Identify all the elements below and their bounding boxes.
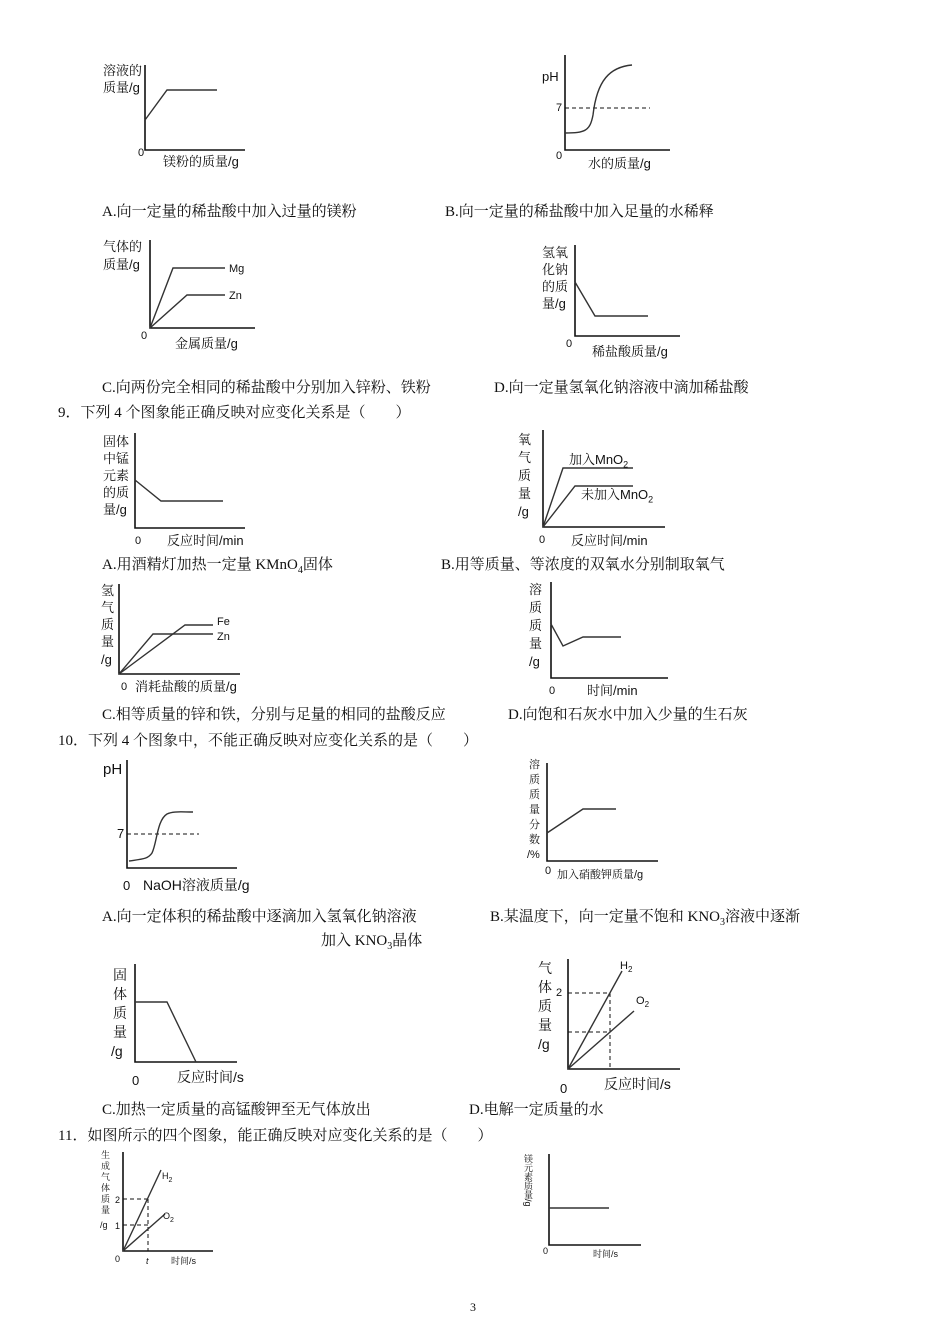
xlabel: 时间/s <box>593 1249 619 1259</box>
graph-q10-d <box>530 955 690 1100</box>
ylabel-line-4: 量 <box>113 1024 127 1040</box>
h2-label <box>162 1170 172 1187</box>
ylabel-line-1: 氢 <box>101 583 115 598</box>
graph-q10-c <box>95 962 275 1092</box>
caption-suffix: 固体 <box>302 557 333 573</box>
ylabel-line-5: 质 <box>101 1194 111 1204</box>
series-text: O <box>163 1211 171 1221</box>
graph-q8-d <box>540 240 700 370</box>
q10-option-a: A.向一定体积的稀盐酸中逐滴加入氢氧化钠溶液 <box>102 909 417 925</box>
tick-7: 7 <box>117 826 125 841</box>
ylabel-line-1: 气 <box>538 960 552 976</box>
origin-label: 0 <box>543 1246 549 1256</box>
ylabel: pH <box>542 69 559 84</box>
graph-q8-c <box>95 235 275 365</box>
q10-stem: 10．下列 4 个图象中，不能正确反映对应变化关系的是（ ） <box>58 733 479 749</box>
ylabel-line-2: 气 <box>518 450 532 465</box>
ylabel-line-6: 数 <box>529 834 540 846</box>
graph-q9-a <box>95 428 275 553</box>
ylabel-line-5: 量/g <box>103 502 127 517</box>
xlabel: 反应时间/min <box>167 533 244 548</box>
tick-7: 7 <box>556 102 563 114</box>
graph-q9-b <box>515 428 685 553</box>
q10-option-d: D.电解一定质量的水 <box>469 1102 604 1118</box>
ylabel-line-7: /% <box>527 849 540 861</box>
ylabel-line-4: 量 <box>518 486 532 501</box>
caption-subscript: 3 <box>387 941 393 952</box>
page-number: 3 <box>470 1300 476 1314</box>
ylabel-line-3: 气 <box>101 1172 111 1182</box>
q8-option-d: D.向一定量氢氧化钠溶液中滴加稀盐酸 <box>494 380 749 396</box>
caption-suffix: 溶液中逐渐 <box>725 909 801 925</box>
series-mg-label: Mg <box>229 263 245 275</box>
ylabel-line-2: 化钠 <box>542 262 569 277</box>
origin-label: 0 <box>556 150 563 162</box>
q9-option-a <box>102 556 333 580</box>
series-zn-label: Zn <box>229 290 242 302</box>
ylabel-line-2: 成 <box>101 1161 111 1171</box>
series-text: 未加入MnO <box>581 487 649 502</box>
h2-label <box>620 960 632 976</box>
caption-text: B.某温度下，向一定量不饱和 KNO <box>490 909 721 925</box>
ylabel-line-4: 量 <box>538 1017 552 1033</box>
tick-2: 2 <box>556 987 563 999</box>
ylabel-line-2: 中锰 <box>103 451 130 466</box>
caption-subscript: 4 <box>297 565 303 576</box>
tick-t: t <box>146 1256 149 1266</box>
ylabel-line-1: 生 <box>101 1150 111 1160</box>
ylabel-line-3: 质 <box>538 998 552 1014</box>
ylabel: 镁元素质量/g <box>523 1154 533 1207</box>
origin-label: 0 <box>560 1081 568 1096</box>
q11-stem: 11．如图所示的四个图象，能正确反映对应变化关系的是（ ） <box>58 1128 493 1144</box>
tick-2: 2 <box>115 1195 121 1205</box>
xlabel: 镁粉的质量/g <box>163 154 239 169</box>
ylabel-line-1: 溶液的 <box>103 63 143 78</box>
series-text: O <box>636 995 645 1007</box>
series-text: H <box>162 1171 169 1181</box>
graph-q10-a <box>95 758 285 898</box>
series-text: H <box>620 960 628 972</box>
origin-label: 0 <box>123 878 131 893</box>
ylabel-line-2: 质量/g <box>103 80 140 95</box>
graph-q10-b <box>525 755 675 885</box>
series-with-mno2-label <box>569 452 628 473</box>
origin-label: 0 <box>549 685 556 697</box>
series-fe-label: Fe <box>217 616 230 628</box>
q8-option-c: C.向两份完全相同的稀盐酸中分别加入锌粉、铁粉 <box>102 380 431 396</box>
ylabel-line-1: 溶 <box>529 582 543 597</box>
xlabel: 金属质量/g <box>175 336 238 351</box>
graph-q11-b <box>515 1150 645 1265</box>
origin-label: 0 <box>115 1254 121 1264</box>
ylabel-line-3: 质 <box>113 1005 127 1021</box>
ylabel-line-2: 体 <box>538 979 552 995</box>
ylabel-line-3: 元素 <box>103 468 130 483</box>
caption-text: 加入 KNO <box>321 933 388 949</box>
series-zn-label: Zn <box>217 631 230 643</box>
ylabel-line-3: 质 <box>529 618 543 633</box>
xlabel: 稀盐酸质量/g <box>592 344 668 359</box>
ylabel-line-1: 氧 <box>518 432 532 447</box>
graph-q9-d <box>515 580 685 705</box>
ylabel-line-3: 质 <box>518 468 532 483</box>
q8-option-b: B.向一定量的稀盐酸中加入足量的水稀释 <box>445 204 714 220</box>
o2-label <box>636 995 649 1011</box>
graph-q8-b <box>540 55 700 180</box>
xlabel: 反应时间/s <box>604 1076 671 1092</box>
ylabel-line-2: 质量/g <box>103 257 140 272</box>
q10-option-c: C.加热一定质量的高锰酸钾至无气体放出 <box>102 1102 371 1118</box>
ylabel-line-1: 固体 <box>103 434 130 449</box>
ylabel-line-5: /g <box>111 1043 123 1059</box>
q10-option-b-line2 <box>321 932 422 956</box>
ylabel-line-3: 的质 <box>542 279 569 294</box>
series-subscript: 2 <box>623 459 629 470</box>
origin-label: 0 <box>132 1073 140 1088</box>
ylabel-line-4: 量 <box>529 636 543 651</box>
origin-label: 0 <box>138 147 145 159</box>
ylabel-line-3: 质 <box>529 789 540 801</box>
series-text: 加入MnO <box>569 452 624 467</box>
q9-option-b: B.用等质量、等浓度的双氧水分别制取氧气 <box>441 557 725 573</box>
q10-option-b <box>490 908 800 932</box>
q9-option-d: D.向饱和石灰水中加入少量的生石灰 <box>508 707 748 723</box>
ylabel-line-1: 气体的 <box>103 239 143 254</box>
series-subscript: 2 <box>644 1000 650 1010</box>
graph-q8-a <box>95 55 255 175</box>
series-without-mno2-label <box>581 487 653 508</box>
xlabel: 加入硝酸钾质量/g <box>557 869 644 881</box>
ylabel-line-7: /g <box>100 1220 108 1230</box>
q8-option-a: A.向一定量的稀盐酸中加入过量的镁粉 <box>102 204 357 220</box>
xlabel: 消耗盐酸的质量/g <box>135 679 237 694</box>
ylabel-line-1: 固 <box>113 967 127 983</box>
caption-subscript: 3 <box>720 917 726 928</box>
q9-option-c: C.相等质量的锌和铁，分别与足量的相同的盐酸反应 <box>102 707 446 723</box>
ylabel-line-2: 质 <box>529 774 540 786</box>
ylabel-line-4: 量 <box>101 634 115 649</box>
ylabel-line-5: /g <box>529 654 540 669</box>
series-subscript: 2 <box>627 965 633 975</box>
series-subscript: 2 <box>648 494 654 505</box>
series-subscript: 2 <box>168 1176 173 1184</box>
ylabel-line-5: /g <box>518 504 529 519</box>
ylabel-line-4: 量/g <box>542 296 566 311</box>
xlabel: 时间/min <box>587 683 638 698</box>
origin-label: 0 <box>141 330 148 342</box>
ylabel-line-5: 分 <box>529 819 540 831</box>
xlabel: 时间/s <box>171 1256 197 1266</box>
graph-q9-c <box>95 580 275 700</box>
caption-text: A.用酒精灯加热一定量 KMnO <box>102 557 298 573</box>
graph-q11-b-plot <box>515 1150 645 1265</box>
caption-suffix: 晶体 <box>392 933 423 949</box>
ylabel-line-2: 气 <box>101 600 115 615</box>
ylabel-line-5: /g <box>538 1036 550 1052</box>
ylabel-line-4: 体 <box>101 1183 111 1193</box>
ylabel-line-3: 质 <box>101 617 115 632</box>
origin-label: 0 <box>566 338 573 350</box>
ylabel-line-2: 质 <box>529 600 543 615</box>
xlabel: 水的质量/g <box>588 156 651 171</box>
ylabel: pH <box>103 761 123 778</box>
q9-stem: 9．下列 4 个图象能正确反映对应变化关系是（ ） <box>58 405 411 421</box>
ylabel-line-5: /g <box>101 652 112 667</box>
ylabel-line-4: 的质 <box>103 485 130 500</box>
graph-q11-a <box>95 1148 225 1273</box>
series-subscript: 2 <box>170 1216 174 1224</box>
tick-1: 1 <box>115 1221 121 1231</box>
ylabel-line-6: 量 <box>101 1205 111 1215</box>
origin-label: 0 <box>135 535 142 547</box>
origin-label: 0 <box>545 865 552 877</box>
ylabel-line-1: 溶 <box>529 759 540 771</box>
origin-label: 0 <box>121 681 128 693</box>
xlabel: 反应时间/s <box>177 1069 244 1085</box>
xlabel: 反应时间/min <box>571 533 648 548</box>
ylabel-line-4: 量 <box>529 804 540 816</box>
origin-label: 0 <box>539 534 546 546</box>
xlabel: NaOH溶液质量/g <box>143 877 250 893</box>
ylabel-line-2: 体 <box>113 986 127 1002</box>
o2-label <box>163 1210 174 1227</box>
ylabel-line-1: 氢氧 <box>542 245 569 260</box>
